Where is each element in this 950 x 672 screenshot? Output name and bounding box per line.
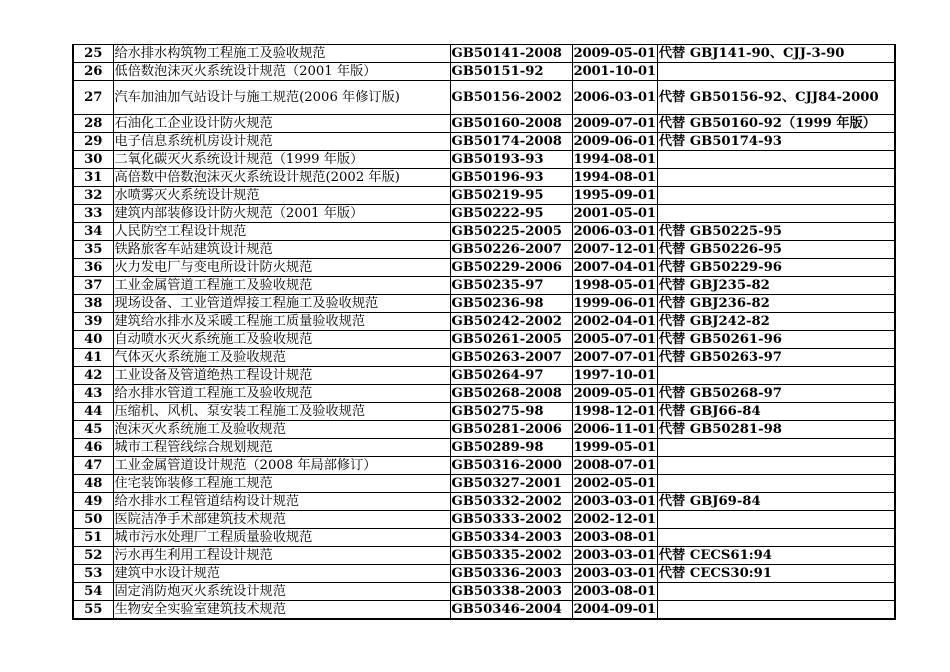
- standard-code-cell: GB50336-2003: [450, 565, 572, 583]
- row-number-cell: 29: [73, 133, 113, 151]
- standards-table: [72, 44, 896, 620]
- row-number-cell: 40: [73, 331, 113, 349]
- effective-date-cell: 2006-03-01: [573, 224, 656, 239]
- standard-code-cell: GB50261-2005: [450, 331, 572, 349]
- replacement-note-cell: [657, 601, 895, 620]
- effective-date-cell: 2003-08-01: [573, 584, 656, 599]
- replacement-note-cell: 代替 GB50263-97: [657, 349, 895, 367]
- replacement-note-cell: [657, 367, 895, 385]
- standard-code-cell: GB50334-2003: [450, 529, 572, 547]
- standard-name-cell: 电子信息系统机房设计规范: [113, 133, 450, 151]
- effective-date-cell: 2003-03-01: [573, 494, 656, 509]
- table-row: [73, 259, 895, 277]
- effective-date-cell: 2006-11-01: [573, 422, 656, 437]
- replacement-note-cell: 代替 GB50281-98: [657, 421, 895, 439]
- table-row: [73, 349, 895, 367]
- replacement-note-cell: [657, 187, 895, 205]
- row-number-cell: 46: [73, 439, 113, 457]
- effective-date-cell: 2004-09-01: [573, 602, 656, 617]
- standard-code-cell: GB50235-97: [450, 277, 572, 295]
- effective-date-cell: 2006-03-01: [572, 81, 657, 115]
- standard-name-cell: 给水排水管道工程施工及验收规范: [113, 385, 450, 403]
- effective-date-cell: 2008-07-01: [573, 458, 656, 473]
- effective-date-cell: 2007-12-01: [573, 242, 656, 257]
- effective-date-cell: 1999-05-01: [573, 440, 656, 455]
- table-row: [73, 565, 895, 583]
- effective-date-cell: 1998-12-01: [573, 404, 656, 419]
- standard-code-cell: GB50263-2007: [450, 349, 572, 367]
- table-row: [73, 601, 895, 620]
- effective-date-cell: 1998-05-01: [573, 278, 656, 293]
- replacement-note-cell: 代替 GB50226-95: [657, 241, 895, 259]
- table-row: [73, 475, 895, 493]
- standard-name-cell: 自动喷水灭火系统施工及验收规范: [113, 331, 450, 349]
- standard-code-cell: GB50264-97: [450, 367, 572, 385]
- effective-date-cell: 2001-05-01: [573, 206, 656, 221]
- effective-date-cell: 2003-08-01: [573, 530, 656, 545]
- standard-name-cell: 高倍数中倍数泡沫灭火系统设计规范(2002 年版): [113, 169, 450, 187]
- standards-table-body: [73, 45, 895, 620]
- table-row: [73, 583, 895, 601]
- standard-code-cell: GB50316-2000: [450, 457, 572, 475]
- row-number-cell: 41: [73, 349, 113, 367]
- row-number-cell: 37: [73, 277, 113, 295]
- effective-date-cell: 2002-05-01: [573, 476, 656, 491]
- effective-date-cell: 2007-07-01: [573, 350, 656, 365]
- standard-code-cell: GB50141-2008: [450, 45, 572, 63]
- replacement-note-cell: 代替 GB50261-96: [657, 331, 895, 349]
- standard-code-cell: GB50174-2008: [450, 133, 572, 151]
- table-row: [73, 63, 895, 81]
- replacement-note-cell: 代替 GBJ242-82: [657, 313, 895, 331]
- standard-code-cell: GB50275-98: [450, 403, 572, 421]
- standard-name-cell: 生物安全实验室建筑技术规范: [113, 601, 450, 620]
- table-row: [73, 151, 895, 169]
- row-number-cell: 30: [73, 151, 113, 169]
- table-row: [73, 133, 895, 151]
- row-number-cell: 32: [73, 187, 113, 205]
- effective-date-cell: 2001-10-01: [573, 64, 656, 79]
- row-number-cell: 34: [73, 223, 113, 241]
- row-number-cell: 42: [73, 367, 113, 385]
- standard-name-cell: 石油化工企业设计防火规范: [113, 115, 450, 133]
- row-number-cell: 26: [73, 63, 113, 81]
- standard-name-cell: 泡沫灭火系统施工及验收规范: [113, 421, 450, 439]
- table-row: [73, 313, 895, 331]
- table-row: [73, 277, 895, 295]
- standard-code-cell: GB50156-2002: [450, 81, 572, 115]
- replacement-note-cell: [657, 63, 895, 81]
- standard-name-cell: 医院洁净手术部建筑技术规范: [113, 511, 450, 529]
- standard-code-cell: GB50327-2001: [450, 475, 572, 493]
- standard-name-cell: 工业金属管道设计规范（2008 年局部修订）: [113, 457, 450, 475]
- effective-date-cell: 1997-10-01: [573, 368, 656, 383]
- standard-name-cell: 火力发电厂与变电所设计防火规范: [113, 259, 450, 277]
- standard-code-cell: GB50332-2002: [450, 493, 572, 511]
- effective-date-cell: 1994-08-01: [573, 152, 656, 167]
- table-row: [73, 547, 895, 565]
- replacement-note-cell: 代替 GB50174-93: [657, 133, 895, 151]
- row-number-cell: 38: [73, 295, 113, 313]
- effective-date-cell: 2003-03-01: [573, 548, 656, 563]
- row-number-cell: 52: [73, 547, 113, 565]
- effective-date-cell: 2005-07-01: [573, 332, 656, 347]
- standard-name-cell: 二氧化碳灭火系统设计规范（1999 年版）: [113, 151, 450, 169]
- standard-code-cell: GB50268-2008: [450, 385, 572, 403]
- standard-name-cell: 工业设备及管道绝热工程设计规范: [113, 367, 450, 385]
- replacement-note-cell: [657, 205, 895, 223]
- row-number-cell: 47: [73, 457, 113, 475]
- standard-name-cell: 气体灭火系统施工及验收规范: [113, 349, 450, 367]
- standard-name-cell: 工业金属管道工程施工及验收规范: [113, 277, 450, 295]
- standard-code-cell: GB50219-95: [450, 187, 572, 205]
- table-row: [73, 367, 895, 385]
- table-row: [73, 439, 895, 457]
- table-row: [73, 511, 895, 529]
- standard-code-cell: GB50333-2002: [450, 511, 572, 529]
- standard-name-cell: 给水排水构筑物工程施工及验收规范: [113, 45, 450, 63]
- standard-code-cell: GB50335-2002: [450, 547, 572, 565]
- table-row: [73, 187, 895, 205]
- table-row: [73, 331, 895, 349]
- standard-name-cell: 住宅装饰装修工程施工规范: [113, 475, 450, 493]
- effective-date-cell: 2003-03-01: [573, 566, 656, 581]
- standard-name-cell: 建筑内部装修设计防火规范（2001 年版）: [113, 205, 450, 223]
- row-number-cell: 43: [73, 385, 113, 403]
- replacement-note-cell: 代替 CECS61:94: [657, 547, 895, 565]
- row-number-cell: 28: [73, 115, 113, 133]
- standard-code-cell: GB50226-2007: [450, 241, 572, 259]
- standard-name-cell: 建筑给水排水及采暖工程施工质量验收规范: [113, 313, 450, 331]
- replacement-note-cell: 代替 GBJ236-82: [657, 295, 895, 313]
- standard-name-cell: 水喷雾灭火系统设计规范: [113, 187, 450, 205]
- row-number-cell: 55: [73, 601, 113, 620]
- replacement-note-cell: 代替 GB50229-96: [657, 259, 895, 277]
- replacement-note-cell: [657, 151, 895, 169]
- standard-name-cell: 低倍数泡沫灭火系统设计规范（2001 年版）: [113, 63, 450, 81]
- standard-name-cell: 现场设备、工业管道焊接工程施工及验收规范: [113, 295, 450, 313]
- row-number-cell: 53: [73, 565, 113, 583]
- table-row: [73, 241, 895, 259]
- row-number-cell: 48: [73, 475, 113, 493]
- table-row: [73, 169, 895, 187]
- effective-date-cell: 2009-06-01: [573, 134, 656, 149]
- replacement-note-cell: [657, 169, 895, 187]
- row-number-cell: 39: [73, 313, 113, 331]
- table-row: [73, 115, 895, 133]
- effective-date-cell: 2002-04-01: [573, 314, 656, 329]
- standard-code-cell: GB50222-95: [450, 205, 572, 223]
- standard-name-cell: 汽车加油加气站设计与施工规范(2006 年修订版): [113, 81, 450, 115]
- standard-code-cell: GB50196-93: [450, 169, 572, 187]
- standard-code-cell: GB50151-92: [450, 63, 572, 81]
- row-number-cell: 44: [73, 403, 113, 421]
- standard-code-cell: GB50242-2002: [450, 313, 572, 331]
- replacement-note-cell: [657, 529, 895, 547]
- standard-name-cell: 给水排水工程管道结构设计规范: [113, 493, 450, 511]
- standard-code-cell: GB50236-98: [450, 295, 572, 313]
- table-row: [73, 385, 895, 403]
- table-row: [73, 45, 895, 63]
- table-row: [73, 295, 895, 313]
- table-row: [73, 421, 895, 439]
- standard-code-cell: GB50289-98: [450, 439, 572, 457]
- standard-name-cell: 固定消防炮灭火系统设计规范: [113, 583, 450, 601]
- standard-name-cell: 压缩机、风机、泵安装工程施工及验收规范: [113, 403, 450, 421]
- row-number-cell: 45: [73, 421, 113, 439]
- standard-name-cell: 人民防空工程设计规范: [113, 223, 450, 241]
- standard-code-cell: GB50281-2006: [450, 421, 572, 439]
- replacement-note-cell: [657, 583, 895, 601]
- standard-name-cell: 城市污水处理厂工程质量验收规范: [113, 529, 450, 547]
- replacement-note-cell: 代替 GB50268-97: [657, 385, 895, 403]
- standard-code-cell: GB50160-2008: [450, 115, 572, 133]
- replacement-note-cell: 代替 GB50156-92、CJJ84-2000: [657, 81, 895, 115]
- standard-name-cell: 污水再生利用工程设计规范: [113, 547, 450, 565]
- row-number-cell: 49: [73, 493, 113, 511]
- table-row: [73, 81, 895, 115]
- effective-date-cell: 1994-08-01: [573, 170, 656, 185]
- effective-date-cell: 2009-05-01: [573, 46, 656, 61]
- row-number-cell: 50: [73, 511, 113, 529]
- table-row: [73, 403, 895, 421]
- effective-date-cell: 2002-12-01: [573, 512, 656, 527]
- replacement-note-cell: 代替 CECS30:91: [657, 565, 895, 583]
- table-row: [73, 457, 895, 475]
- standard-name-cell: 城市工程管线综合规划规范: [113, 439, 450, 457]
- standard-name-cell: 铁路旅客车站建筑设计规范: [113, 241, 450, 259]
- standard-code-cell: GB50225-2005: [450, 223, 572, 241]
- row-number-cell: 25: [73, 45, 113, 63]
- replacement-note-cell: [657, 439, 895, 457]
- row-number-cell: 54: [73, 583, 113, 601]
- effective-date-cell: 1999-06-01: [573, 296, 656, 311]
- replacement-note-cell: [657, 511, 895, 529]
- table-row: [73, 223, 895, 241]
- replacement-note-cell: 代替 GB50160-92（1999 年版）: [657, 115, 895, 133]
- row-number-cell: 33: [73, 205, 113, 223]
- replacement-note-cell: 代替 GB50225-95: [657, 223, 895, 241]
- table-row: [73, 493, 895, 511]
- effective-date-cell: 1995-09-01: [573, 188, 656, 203]
- row-number-cell: 36: [73, 259, 113, 277]
- replacement-note-cell: 代替 GBJ235-82: [657, 277, 895, 295]
- replacement-note-cell: [657, 475, 895, 493]
- replacement-note-cell: 代替 GBJ141-90、CJJ-3-90: [657, 45, 895, 63]
- standard-code-cell: GB50193-93: [450, 151, 572, 169]
- row-number-cell: 51: [73, 529, 113, 547]
- standard-code-cell: GB50229-2006: [450, 259, 572, 277]
- row-number-cell: 31: [73, 169, 113, 187]
- standard-name-cell: 建筑中水设计规范: [113, 565, 450, 583]
- effective-date-cell: 2009-07-01: [573, 116, 656, 131]
- replacement-note-cell: 代替 GBJ69-84: [657, 493, 895, 511]
- replacement-note-cell: 代替 GBJ66-84: [657, 403, 895, 421]
- effective-date-cell: 2009-05-01: [573, 386, 656, 401]
- table-row: [73, 205, 895, 223]
- replacement-note-cell: [657, 457, 895, 475]
- table-row: [73, 529, 895, 547]
- effective-date-cell: 2007-04-01: [573, 260, 656, 275]
- row-number-cell: 35: [73, 241, 113, 259]
- standard-code-cell: GB50338-2003: [450, 583, 572, 601]
- row-number-cell: 27: [73, 81, 113, 115]
- standard-code-cell: GB50346-2004: [450, 601, 572, 620]
